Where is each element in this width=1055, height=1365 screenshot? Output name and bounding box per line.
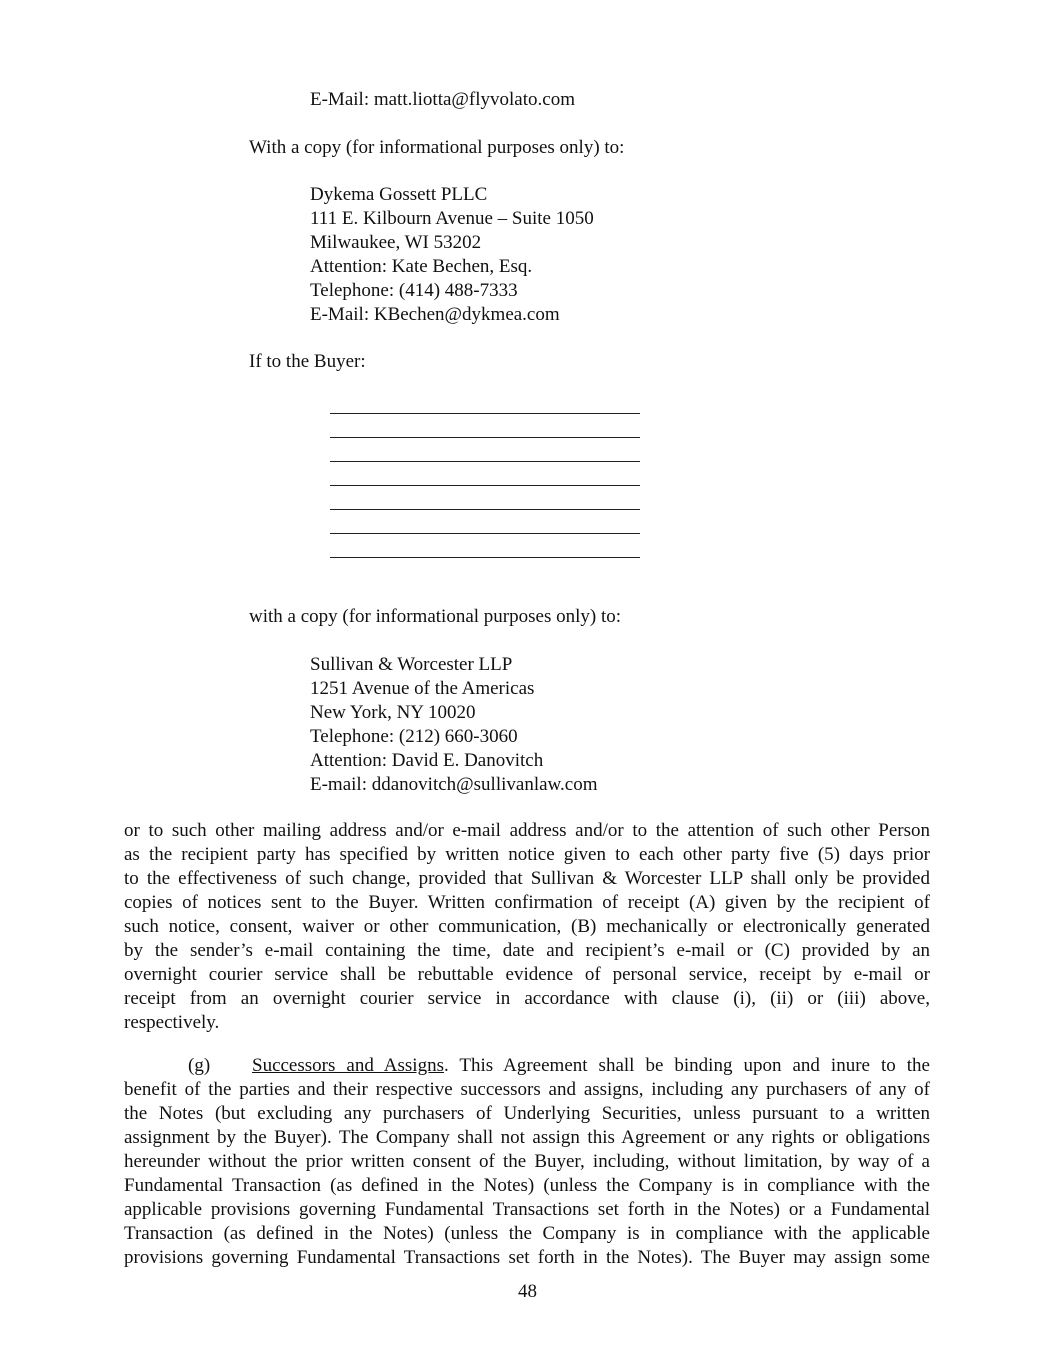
company-counsel-email: E-Mail: KBechen@dykmea.com xyxy=(310,304,560,325)
company-counsel-firm: Dykema Gossett PLLC xyxy=(310,184,488,205)
notice-line: receipt from an overnight courier service in accordance with clause (i), (ii) or (iii) above, xyxy=(124,988,930,1009)
company-counsel-attention: Attention: Kate Bechen, Esq. xyxy=(310,256,533,277)
section-g-first-line xyxy=(124,1054,930,1078)
buyer-counsel-firm: Sullivan & Worcester LLP xyxy=(310,654,513,675)
buyer-counsel-address xyxy=(310,653,597,797)
blank-address-line xyxy=(330,413,640,414)
section-g-successors-and-assigns xyxy=(124,1054,930,1270)
company-counsel-city: Milwaukee, WI 53202 xyxy=(310,232,482,253)
buyer-copy-label: with a copy (for informational purposes only) to: xyxy=(249,606,622,627)
buyer-label: If to the Buyer: xyxy=(249,351,366,372)
blank-address-line xyxy=(330,509,640,510)
section-g-first-line-text: . This Agreement shall be binding upon and inure to the xyxy=(443,1055,930,1076)
blank-address-line xyxy=(330,557,640,558)
company-copy-label: With a copy (for informational purposes only) to: xyxy=(249,137,625,158)
section-g-line: applicable provisions governing Fundamental Transactions set forth in the Notes) or a Fundamental xyxy=(124,1199,930,1220)
notice-line: or to such other mailing address and/or e-mail address and/or to the attention of such other Person xyxy=(124,820,930,841)
company-counsel-address xyxy=(310,183,594,327)
notice-line: such notice, consent, waiver or other communication, (B) mechanically or electronically generated xyxy=(124,916,930,937)
notice-line: to the effectiveness of such change, provided that Sullivan & Worcester LLP shall only be provided xyxy=(124,868,930,889)
buyer-blank-address-lines xyxy=(330,413,640,581)
notice-line: copies of notices sent to the Buyer. Written confirmation of receipt (A) given by the recipient of xyxy=(124,892,930,913)
notice-line: as the recipient party has specified by written notice given to each other party five (5) days prior xyxy=(124,844,930,865)
section-g-line: the Notes (but excluding any purchasers of Underlying Securities, unless pursuant to a written xyxy=(124,1103,930,1124)
buyer-counsel-city: New York, NY 10020 xyxy=(310,702,476,723)
blank-address-line xyxy=(330,461,640,462)
section-g-line: assignment by the Buyer). The Company shall not assign this Agreement or any rights or obligations xyxy=(124,1127,930,1148)
section-number: (g) xyxy=(188,1055,211,1076)
blank-address-line xyxy=(330,533,640,534)
notice-line: overnight courier service shall be rebuttable evidence of personal service, receipt by e-mail or xyxy=(124,964,930,985)
buyer-counsel-street: 1251 Avenue of the Americas xyxy=(310,678,535,699)
company-counsel-telephone: Telephone: (414) 488-7333 xyxy=(310,280,518,301)
page-number: 48 xyxy=(518,1281,537,1302)
blank-address-line xyxy=(330,485,640,486)
section-heading: Successors and Assigns xyxy=(252,1055,444,1076)
buyer-counsel-telephone: Telephone: (212) 660-3060 xyxy=(310,726,518,747)
blank-address-line xyxy=(330,437,640,438)
section-g-line: benefit of the parties and their respective successors and assigns, including any purchasers of any of xyxy=(124,1079,930,1100)
notice-line: by the sender’s e-mail containing the time, date and recipient’s e-mail or (C) provided by an xyxy=(124,940,930,961)
notice-line: respectively. xyxy=(124,1012,220,1033)
buyer-counsel-attention: Attention: David E. Danovitch xyxy=(310,750,544,771)
section-g-line: provisions governing Fundamental Transactions set forth in the Notes). The Buyer may assign some xyxy=(124,1247,930,1268)
section-g-line: Fundamental Transaction (as defined in the Notes) (unless the Company is in compliance with the xyxy=(124,1175,930,1196)
section-g-line: hereunder without the prior written consent of the Buyer, including, without limitation, by way of a xyxy=(124,1151,930,1172)
notice-paragraph xyxy=(124,819,930,1035)
buyer-counsel-email: E-mail: ddanovitch@sullivanlaw.com xyxy=(310,774,598,795)
company-counsel-street: 111 E. Kilbourn Avenue – Suite 1050 xyxy=(310,208,594,229)
company-email-line: E-Mail: matt.liotta@flyvolato.com xyxy=(310,89,575,110)
section-g-line: Transaction (as defined in the Notes) (unless the Company is in compliance with the applicable xyxy=(124,1223,930,1244)
